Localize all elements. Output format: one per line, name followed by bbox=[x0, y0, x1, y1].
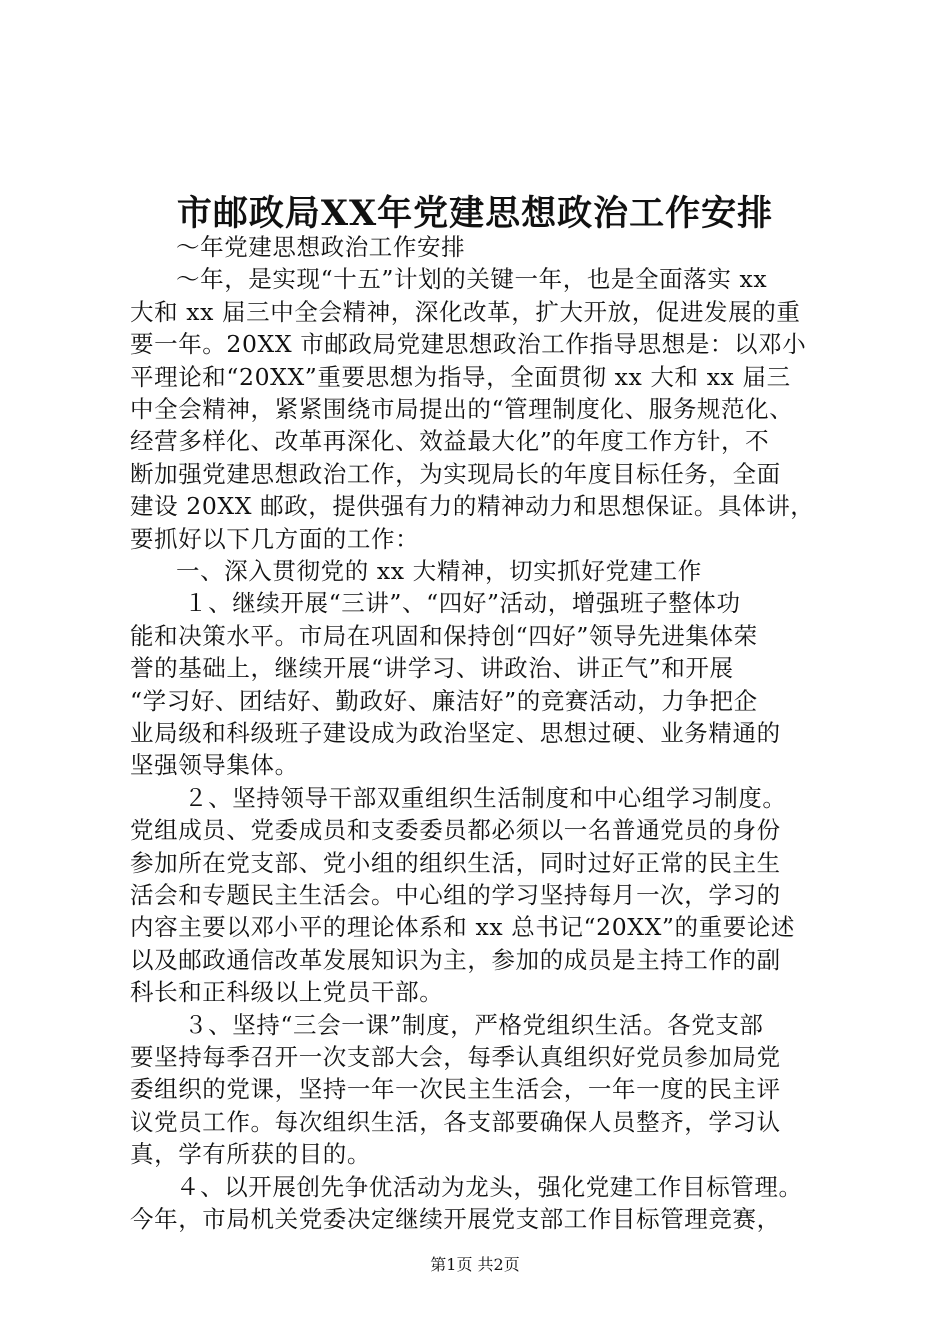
body-line: 中全会精神，紧紧围绕市局提出的“管理制度化、服务规范化、 bbox=[130, 395, 794, 423]
body-line: 要坚持每季召开一次支部大会，每季认真组织好党员参加局党 bbox=[130, 1043, 781, 1071]
body-line: 要抓好以下几方面的工作： bbox=[130, 524, 420, 553]
body-line: ３、坚持“三会一课”制度，严格党组织生活。各党支部 bbox=[184, 1010, 764, 1039]
body-line: 委组织的党课，坚持一年一次民主生活会，一年一度的民主评 bbox=[130, 1075, 781, 1104]
body-line: １、继续开展“三讲”、“四好”活动，增强班子整体功 bbox=[184, 589, 741, 618]
body-line: 内容主要以邓小平的理论体系和 xx 总书记“20XX”的重要论述 bbox=[130, 913, 796, 942]
body-line: “学习好、团结好、勤政好、廉洁好”的竞赛活动，力争把企 bbox=[130, 686, 758, 715]
body-line: ～年党建思想政治工作安排 bbox=[176, 233, 466, 261]
body-line: 誉的基础上，继续开展“讲学习、讲政治、讲正气”和开展 bbox=[130, 654, 734, 683]
body-line: 议党员工作。每次组织生活，各支部要确保人员整齐，学习认 bbox=[130, 1107, 781, 1136]
body-line: 平理论和“20XX”重要思想为指导，全面贯彻 xx 大和 xx 届三 bbox=[130, 362, 791, 391]
body-line: 参加所在党支部、党小组的组织生活，同时过好正常的民主生 bbox=[130, 848, 781, 877]
body-line: ～年，是实现“十五”计划的关键一年，也是全面落实 xx bbox=[176, 265, 768, 294]
body-line: 大和 xx 届三中全会精神，深化改革，扩大开放，促进发展的重 bbox=[130, 297, 801, 326]
page-number-footer: 第1页 共2页 bbox=[430, 1255, 520, 1275]
body-line: 经营多样化、改革再深化、效益最大化”的年度工作方针，不 bbox=[130, 427, 770, 456]
body-line: 真，学有所获的目的。 bbox=[130, 1140, 371, 1169]
body-line: 今年，市局机关党委决定继续开展党支部工作目标管理竞赛， bbox=[130, 1205, 781, 1233]
document-title: 市邮政局XX年党建思想政治工作安排 bbox=[176, 193, 774, 234]
body-line: 坚强领导集体。 bbox=[130, 751, 299, 780]
body-line: 能和决策水平。市局在巩固和保持创“四好”领导先进集体荣 bbox=[130, 621, 758, 650]
body-line: ２、坚持领导干部双重组织生活制度和中心组学习制度。 bbox=[184, 783, 787, 812]
body-line: 科长和正科级以上党员干部。 bbox=[130, 978, 444, 1007]
body-line: 建设 20XX 邮政，提供强有力的精神动力和思想保证。具体讲， bbox=[130, 492, 815, 521]
body-line: 党组成员、党委成员和支委委员都必须以一名普通党员的身份 bbox=[130, 816, 781, 845]
body-line: 业局级和科级班子建设成为政治坚定、思想过硬、业务精通的 bbox=[130, 719, 781, 747]
body-line: 断加强党建思想政治工作，为实现局长的年度目标任务，全面 bbox=[130, 459, 781, 488]
body-line: 活会和专题民主生活会。中心组的学习坚持每月一次，学习的 bbox=[130, 881, 781, 909]
body-line: ４、以开展创先争优活动为龙头，强化党建工作目标管理。 bbox=[176, 1172, 803, 1201]
body-line: 要一年。20XX 市邮政局党建思想政治工作指导思想是：以邓小 bbox=[130, 330, 807, 359]
section-heading: 一、深入贯彻党的 xx 大精神，切实抓好党建工作 bbox=[176, 557, 702, 585]
body-line: 以及邮政通信改革发展知识为主，参加的成员是主持工作的副 bbox=[130, 945, 781, 974]
